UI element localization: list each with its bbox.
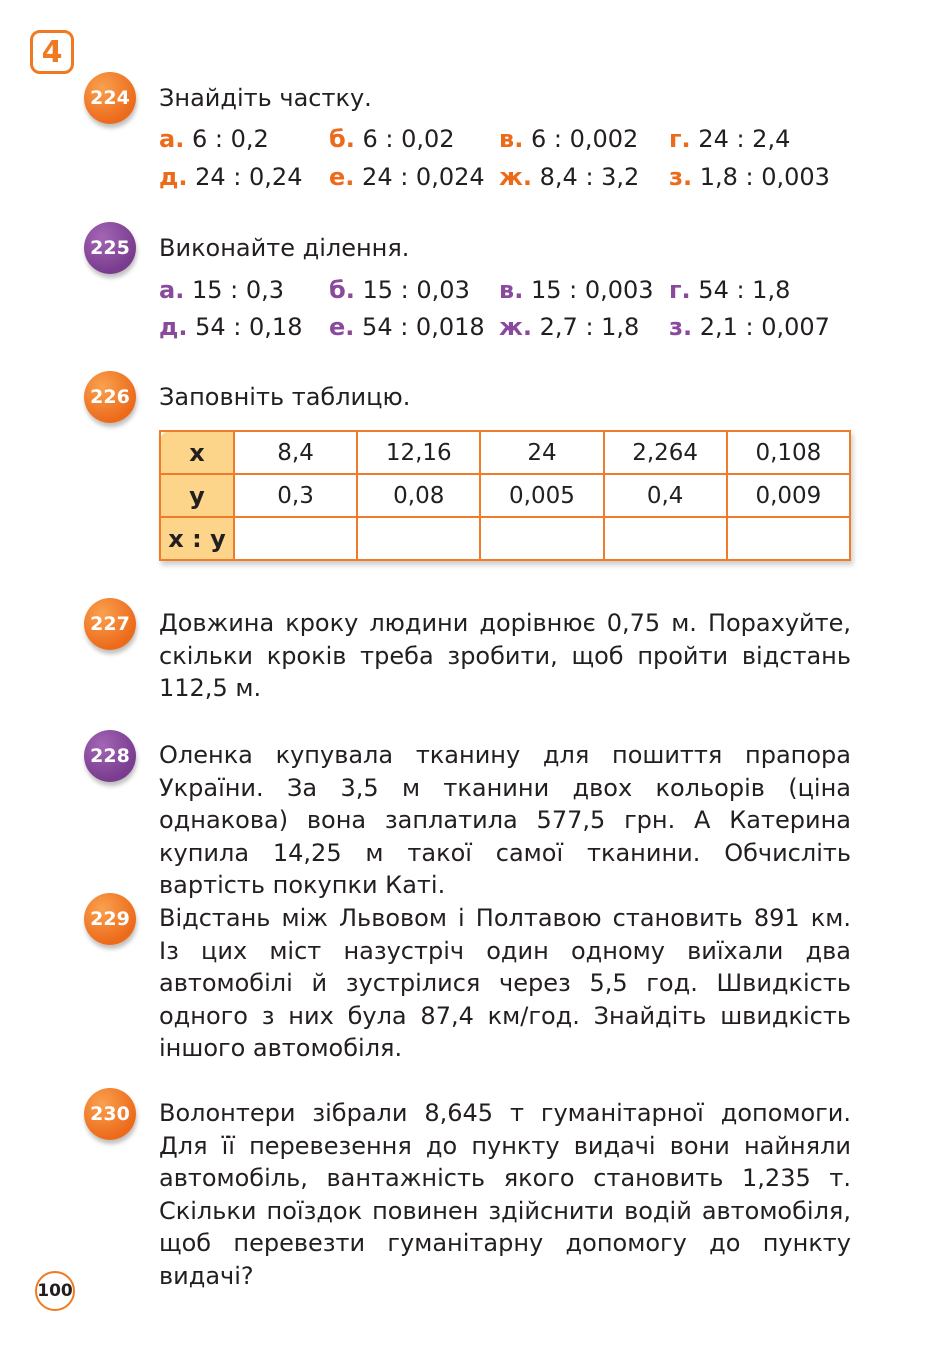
task-letter: з. — [669, 163, 693, 191]
task-letter: в. — [499, 125, 524, 153]
task-item — [159, 313, 302, 341]
task-item — [669, 276, 790, 304]
exercise-title-224: Знайдіть частку. — [159, 84, 372, 112]
table-row — [160, 517, 850, 560]
exercise-number-228: 228 — [84, 730, 136, 782]
task-item — [499, 276, 654, 304]
task-expression: 15 : 0,003 — [530, 276, 654, 304]
task-expression: 6 : 0,002 — [530, 125, 639, 153]
exercise-text-227: Довжина кроку людини дорівнює 0,75 м. Порахуйте, скільки кроків треба зробити, щоб пройти відстань 112,5 м. — [159, 609, 851, 702]
fill-table — [159, 430, 851, 561]
exercise-number-229: 229 — [84, 893, 136, 945]
task-letter: е. — [329, 163, 355, 191]
task-item — [329, 125, 455, 153]
task-letter: д. — [159, 163, 188, 191]
table-cell: 0,3 — [234, 474, 357, 517]
exercise-text-228: Оленка купувала тканину для пошиття прапора України. За 3,5 м тканини двох кольорів (ціна однакова) вона заплатила 577,5 грн. А Катерина купила 14,25 м такої самої тканини. Обчисліть вартість покупки Каті. — [159, 741, 851, 899]
exercise-number-230: 230 — [84, 1088, 136, 1140]
exercise-text-229: Відстань між Львовом і Полтавою становить 891 км. Із цих міст назустріч один одному виїхали два автомобілі й зустрілися через 5,5 год. Швидкість одного з них була 87,4 км/год. Знайдіть швидкість іншого автомобіля. — [159, 904, 851, 1062]
task-expression: 6 : 0,2 — [191, 125, 269, 153]
task-letter: ж. — [499, 163, 532, 191]
table-row-header: x : y — [160, 517, 234, 560]
exercise-225-row-2 — [159, 313, 859, 345]
table-cell-empty — [234, 517, 357, 560]
task-item — [329, 313, 485, 341]
table-cell-empty — [604, 517, 727, 560]
table-row-header: x — [160, 431, 234, 474]
task-expression: 54 : 0,18 — [195, 313, 303, 341]
table-row — [160, 431, 850, 474]
table-cell: 0,4 — [604, 474, 727, 517]
exercise-number-226: 226 — [84, 371, 136, 423]
chapter-badge: 4 — [30, 30, 74, 74]
task-expression: 54 : 1,8 — [698, 276, 791, 304]
task-letter: а. — [159, 276, 185, 304]
task-item — [329, 163, 485, 191]
table-row — [160, 474, 850, 517]
task-item — [669, 125, 790, 153]
task-expression: 15 : 0,3 — [191, 276, 285, 304]
task-letter: е. — [329, 313, 355, 341]
table-cell-empty — [357, 517, 480, 560]
task-item — [159, 163, 302, 191]
task-letter: г. — [669, 125, 691, 153]
table-cell: 0,009 — [727, 474, 850, 517]
table-cell: 0,005 — [480, 474, 603, 517]
task-letter: б. — [329, 276, 355, 304]
exercise-text-230: Волонтери зібрали 8,645 т гуманітарної допомоги. Для її перевезення до пункту видачі вони найняли автомобіль, вантажність якого становить 1,235 т. Скільки поїздок повинен здійснити водій автомобіля, щоб перевезти гуманітарну допомогу до пункту видачі? — [159, 1099, 851, 1290]
exercise-number-225: 225 — [84, 222, 136, 274]
task-item — [159, 276, 284, 304]
table-cell: 0,108 — [727, 431, 850, 474]
task-expression: 24 : 0,024 — [362, 163, 485, 191]
task-letter: а. — [159, 125, 185, 153]
task-letter: г. — [669, 276, 691, 304]
table-cell: 0,08 — [357, 474, 480, 517]
task-item — [669, 313, 830, 341]
page-number: 100 — [35, 1271, 75, 1311]
task-item — [159, 125, 269, 153]
exercise-225-row-1 — [159, 276, 859, 308]
task-item — [329, 276, 470, 304]
table-cell: 24 — [480, 431, 603, 474]
exercise-title-225: Виконайте ділення. — [159, 234, 410, 262]
task-item — [499, 313, 639, 341]
table-row-header: y — [160, 474, 234, 517]
exercise-number-227: 227 — [84, 598, 136, 650]
exercise-224-row-2 — [159, 163, 859, 195]
task-letter: б. — [329, 125, 355, 153]
task-expression: 24 : 0,24 — [195, 163, 303, 191]
table-cell-empty — [727, 517, 850, 560]
task-item — [669, 163, 830, 191]
task-expression: 8,4 : 3,2 — [539, 163, 640, 191]
table-cell: 8,4 — [234, 431, 357, 474]
task-letter: з. — [669, 313, 693, 341]
task-expression: 2,1 : 0,007 — [699, 313, 830, 341]
table-cell: 2,264 — [604, 431, 727, 474]
task-letter: в. — [499, 276, 524, 304]
exercise-224-row-1 — [159, 125, 859, 157]
task-item — [499, 125, 638, 153]
task-expression: 6 : 0,02 — [362, 125, 455, 153]
task-expression: 24 : 2,4 — [698, 125, 791, 153]
exercise-number-224: 224 — [84, 72, 136, 124]
task-expression: 15 : 0,03 — [362, 276, 470, 304]
task-item — [499, 163, 639, 191]
table-cell: 12,16 — [357, 431, 480, 474]
task-expression: 1,8 : 0,003 — [699, 163, 830, 191]
task-letter: ж. — [499, 313, 532, 341]
task-expression: 54 : 0,018 — [362, 313, 485, 341]
task-expression: 2,7 : 1,8 — [539, 313, 640, 341]
task-letter: д. — [159, 313, 188, 341]
exercise-title-226: Заповніть таблицю. — [159, 383, 411, 411]
table-cell-empty — [480, 517, 603, 560]
